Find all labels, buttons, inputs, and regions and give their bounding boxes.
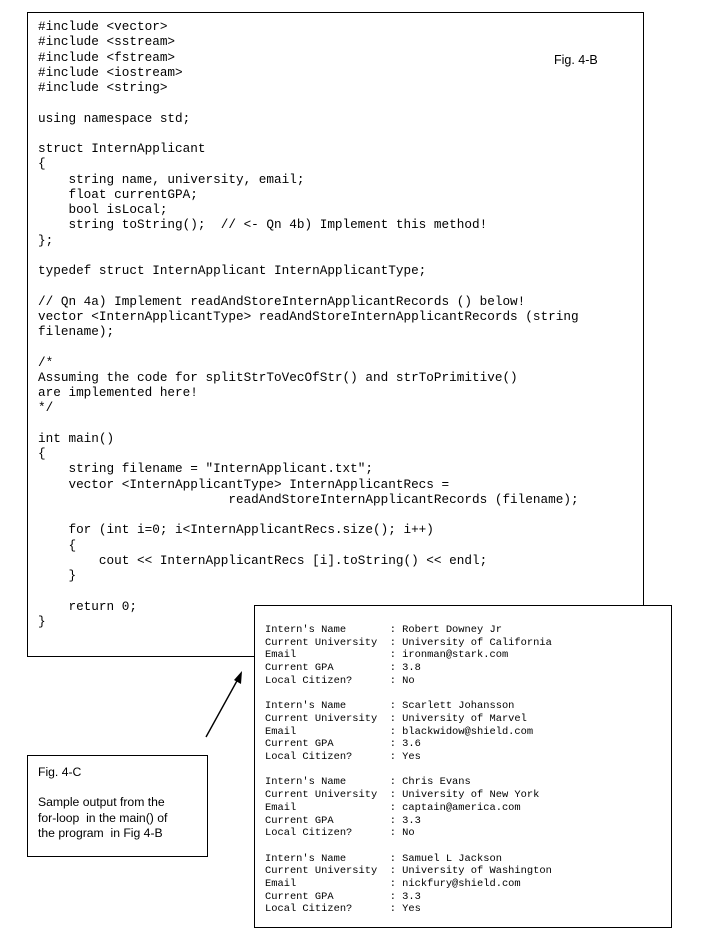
code-listing-box: [27, 12, 644, 657]
caption-text: Sample output from the for-loop in the main() of the program in Fig 4-B: [38, 795, 168, 840]
arrow-icon: [200, 665, 250, 741]
code-listing: #include <vector> #include <sstream> #include <fstream> #include <iostream> #include <string> using namespace std; struct InternApplicant { string name, university, email; float currentGPA; bool isLocal; string toString(); // <- Qn 4b) Implement this method! }; typedef struct InternApplicant InternApplicantType; // Qn 4a) Implement readAndStoreInternApplicantRecords () below! vector <InternApplicantType> readAndStoreInternApplicantRecords (string filename); /* Assuming the code for splitStrToVecOfStr() and strToPrimitive() are implemented here! */ int main() { string filename = "InternApplicant.txt"; vector <InternApplicantType> InternApplicantRecs = readAndStoreInternApplicantRecords (filename); for (int i=0; i<InternApplicantRecs.size(); i++) { cout << InternApplicantRecs [i].toString() << endl; } return 0; }: [38, 19, 579, 629]
sample-output-box: [254, 605, 672, 928]
figure-label-4b: Fig. 4-B: [554, 53, 598, 67]
caption-box-4c: [27, 755, 208, 857]
sample-output: Intern's Name : Robert Downey Jr Current University : University of California Email : ironman@stark.com Current GPA : 3.8 Local Citizen? : No Intern's Name : Scarlett Johansson Current University : University of Marvel Email : blackwidow@shield.com Current GPA : 3.6 Local Citizen? : Yes Intern's Name : Chris Evans Current University : University of New York Email : captain@america.com Current GPA : 3.3 Local Citizen? : No Intern's Name : Samuel L Jackson Current University : University of Washington Email : nickfury@shield.com Current GPA : 3.3 Local Citizen? : Yes: [265, 624, 552, 916]
figure-label-4c: Fig. 4-C: [38, 765, 82, 779]
